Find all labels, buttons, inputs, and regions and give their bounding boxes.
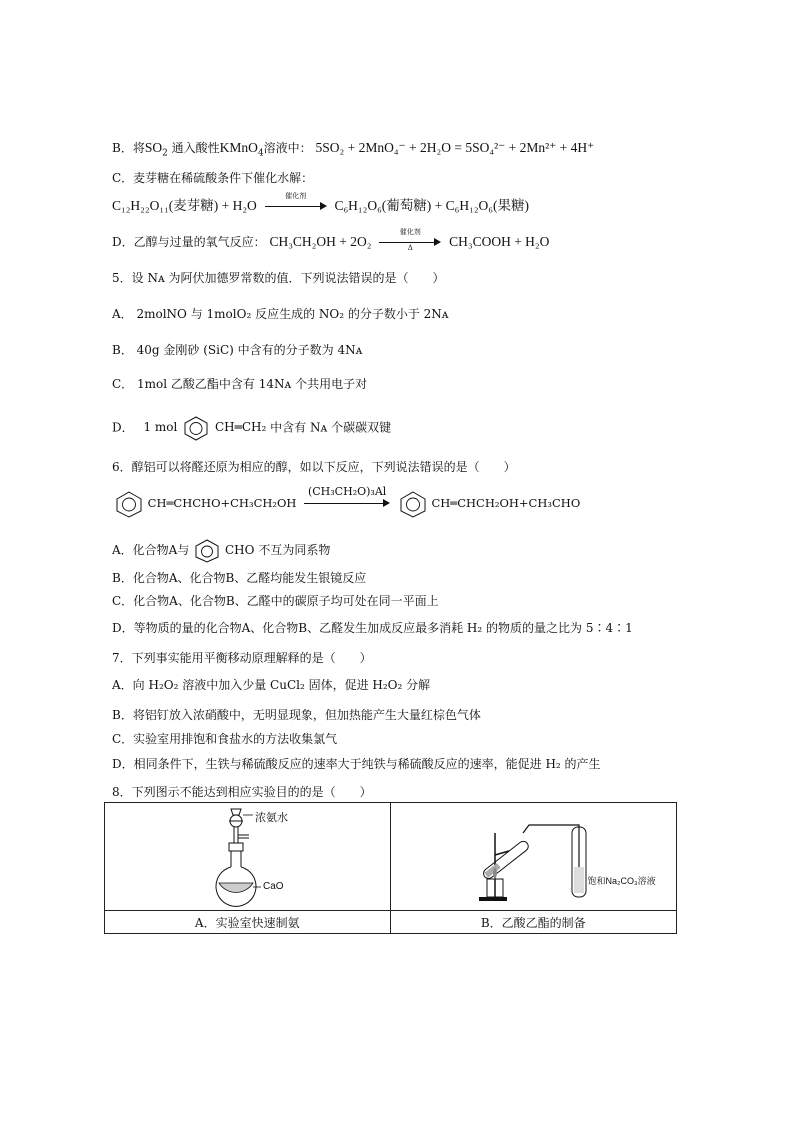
ammonia-apparatus-icon [205, 803, 405, 909]
q4-c-arrow [265, 191, 327, 213]
q4-option-c-equation [112, 191, 529, 214]
q4-c-arrow-label: 催化剂 [285, 191, 307, 200]
q5-stem: 5．设 Nᴀ 为阿伏加德罗常数的值．下列说法错误的是（ ） [112, 271, 445, 285]
q4-d-rhs: CH₃COOH + H₂O [449, 234, 550, 249]
q4-b-mid2: 溶液中： [263, 141, 312, 155]
q5-option-c: C． 1mol 乙酸乙酯中含有 14Nᴀ 个共用电子对 [112, 377, 368, 391]
q6-option-a [112, 536, 330, 564]
q6-a-post: 不互为同系物 [258, 543, 331, 557]
q4-d-arrow-top: 催化剂 [399, 227, 421, 236]
benzene-ring-icon [398, 490, 428, 518]
q4-d-arrow [379, 227, 441, 252]
q6-a-group: CHO [225, 543, 255, 557]
q5-d-vinyl-group: CH═CH₂ [215, 420, 267, 434]
q5-d-tail: 中含有 Nᴀ 个碳碳双键 [270, 420, 392, 435]
benzene-ring-icon [114, 490, 144, 518]
q6-stem: 6．醇铝可以将醛还原为相应的醇，如以下反应，下列说法错误的是（ ） [112, 460, 516, 474]
benzene-ring-icon [193, 539, 221, 563]
q5-option-d [112, 414, 391, 441]
q7-option-a: A．向 H₂O₂ 溶液中加入少量 CuCl₂ 固体，促进 H₂O₂ 分解 [112, 678, 431, 692]
q6-a-pre: A．化合物A与 [112, 543, 190, 557]
figure-a-label-top: 浓氨水 [255, 811, 288, 824]
q4-c-rhs: C₆H₁₂O₆(葡萄糖) + C₆H₁₂O₆(果糖) [334, 198, 529, 213]
figure-b-caption: B．乙酸乙酯的制备 [390, 911, 677, 934]
q4-c-label: C．麦芽糖在稀硫酸条件下催化水解： [112, 171, 314, 185]
q4-b-so2: SO [144, 140, 163, 155]
q7-option-c: C．实验室用排饱和食盐水的方法收集氯气 [112, 732, 338, 746]
q6-arrow [304, 485, 390, 510]
q4-option-b [112, 140, 595, 159]
q6-lhs: CH═CHCHO+CH₃CH₂OH [147, 496, 297, 510]
q5-d-mol: 1 mol [143, 420, 178, 434]
q4-option-c-label [112, 170, 313, 186]
q4-b-prefix: B．将 [112, 141, 145, 155]
figure-a-label-bottom: CaO [263, 881, 284, 892]
q5-option-a: A． 2molNO 与 1molO₂ 反应生成的 NO₂ 的分子数小于 2Nᴀ [112, 307, 449, 321]
q4-b-kmno4-sub: 4 [257, 148, 264, 159]
q4-option-d [112, 227, 550, 252]
q8-stem: 8．下列图示不能达到相应实验目的的是（ ） [112, 785, 372, 799]
q4-b-equation: 5SO₂ + 2MnO₄⁻ + 2H₂O = 5SO₄²⁻ + 2Mn²⁺ + 4H⁺ [315, 140, 595, 155]
q4-b-mid1: 通入酸性 [171, 141, 220, 155]
q7-option-b: B．将铝钉放入浓硝酸中，无明显现象，但加热能产生大量红棕色气体 [112, 708, 481, 722]
q6-rhs: CH═CHCH₂OH+CH₃CHO [431, 496, 581, 510]
q4-b-kmno4: KMnO [219, 140, 258, 155]
q4-b-so2-sub: 2 [162, 148, 168, 159]
q7-option-d: D．相同条件下，生铁与稀硫酸反应的速率大于纯铁与稀硫酸反应的速率，能促进 H₂ 的产生 [112, 757, 601, 771]
q4-d-lhs: CH₃CH₂OH + 2O₂ [269, 234, 372, 249]
q6-reagent: (CH₃CH₂O)₃Al [307, 485, 387, 498]
q4-d-arrow-bottom: Δ [407, 243, 413, 252]
figure-b-cell [390, 803, 677, 911]
q4-c-lhs: C₁₂H₂₂O₁₁(麦芽糖) + H₂O [112, 198, 257, 213]
q4-d-label: D．乙醇与过量的氧气反应： [112, 235, 266, 249]
q5-option-b: B． 40g 金刚砂 (SiC) 中含有的分子数为 4Nᴀ [112, 343, 363, 357]
q5-d-label: D． [112, 420, 134, 435]
q8-figure-table [104, 802, 677, 934]
benzene-ring-icon [181, 415, 211, 441]
figure-b-label: 饱和Na₂CO₃溶液 [587, 876, 656, 886]
q6-reaction [114, 485, 581, 518]
q6-option-c: C．化合物A、化合物B、乙醛中的碳原子均可处在同一平面上 [112, 594, 439, 608]
figure-a-caption: A．实验室快速制氨 [105, 911, 391, 934]
figure-a-cell [105, 803, 391, 911]
q6-option-b: B．化合物A、化合物B、乙醛均能发生银镜反应 [112, 571, 367, 585]
ester-apparatus-icon [461, 803, 641, 909]
q7-stem: 7．下列事实能用平衡移动原理解释的是（ ） [112, 651, 372, 665]
q6-option-d: D．等物质的量的化合物A、化合物B、乙醛发生加成反应最多消耗 H₂ 的物质的量之比为 5∶4∶1 [112, 621, 633, 635]
